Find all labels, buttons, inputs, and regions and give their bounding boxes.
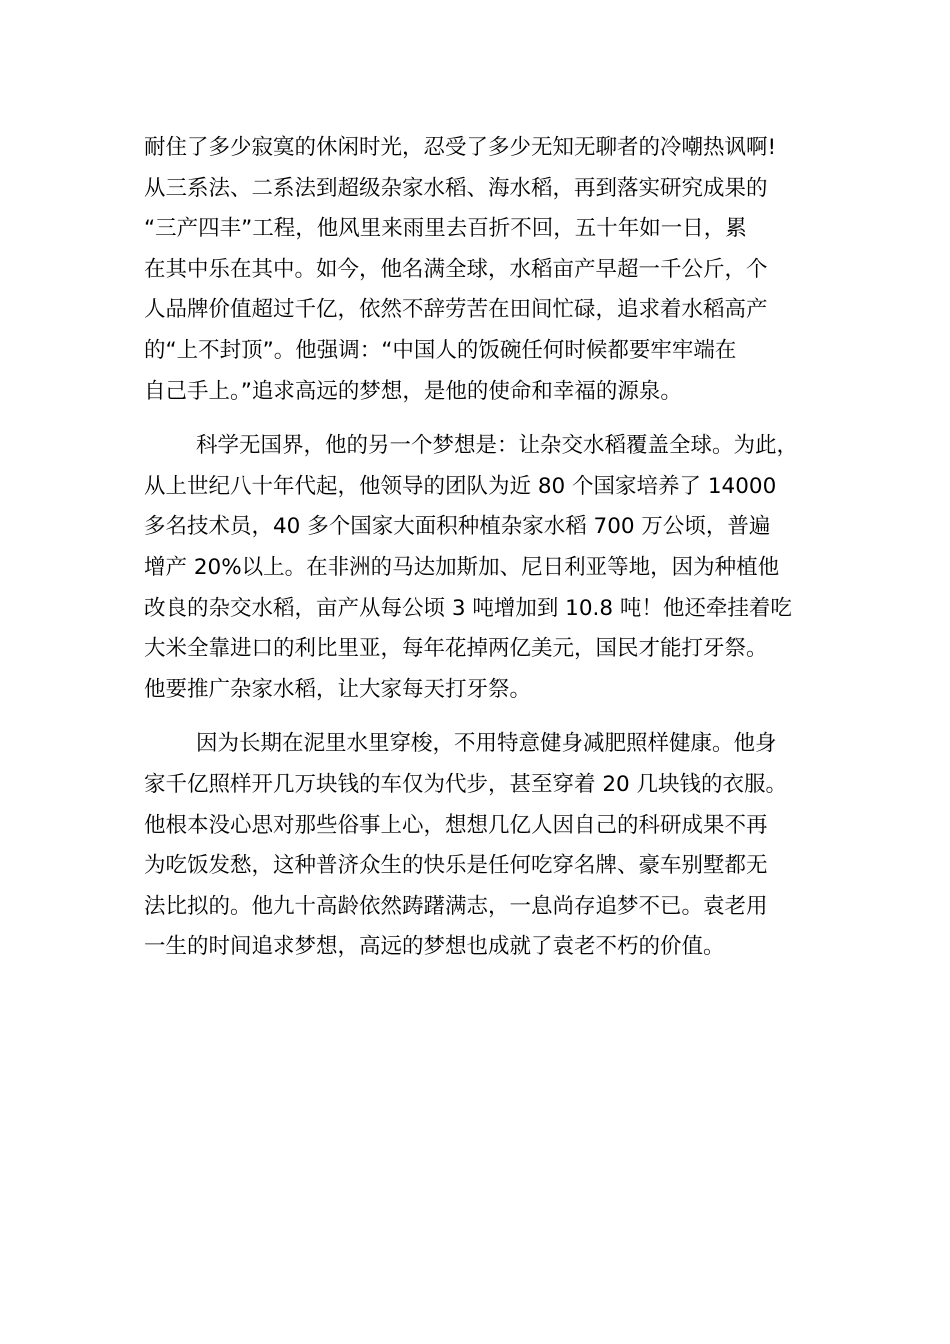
paragraph-2-line-5: 改良的杂交水稻，亩产从每公顷 3 吨增加到 10.8 吨！他还牵挂着吃 bbox=[144, 595, 792, 621]
paragraph-1-line-7: 自己手上。”追求高远的梦想，是他的使命和幸福的源泉。 bbox=[144, 378, 682, 404]
paragraph-1-line-2: 从三系法、二系法到超级杂家水稻、海水稻，再到落实研究成果的 bbox=[144, 175, 768, 201]
document-body bbox=[144, 128, 814, 968]
paragraph-1-line-6: 的“上不封顶”。他强调：“中国人的饭碗任何时候都要牢牢端在 bbox=[144, 337, 737, 363]
paragraph-1-line-5: 人品牌价值超过千亿，依然不辞劳苦在田间忙碌，追求着水稻高产 bbox=[144, 297, 768, 323]
paragraph-3-line-3: 他根本没心思对那些俗事上心，想想几亿人因自己的科研成果不再 bbox=[144, 812, 768, 838]
paragraph-3-line-1: 因为长期在泥里水里穿梭，不用特意健身减肥照样健康。他身 bbox=[196, 731, 777, 757]
paragraph-2-line-2: 从上世纪八十年代起，他领导的团队为近 80 个国家培养了 14000 bbox=[144, 473, 777, 499]
paragraph-1-line-1: 耐住了多少寂寞的休闲时光，忍受了多少无知无聊者的冷嘲热讽啊! bbox=[144, 135, 777, 160]
paragraph-spacer bbox=[144, 710, 814, 724]
paragraph-1-line-4: 在其中乐在其中。如今，他名满全球，水稻亩产早超一千公斤，个 bbox=[144, 256, 768, 282]
paragraph-2-line-4: 增产 20%以上。在非洲的马达加斯加、尼日利亚等地，因为种植他 bbox=[144, 554, 780, 580]
paragraph-3-line-5: 法比拟的。他九十高龄依然踌躇满志，一息尚存追梦不已。袁老用 bbox=[144, 893, 768, 919]
paragraph-2-line-6: 大米全靠进口的利比里亚，每年花掉两亿美元，国民才能打牙祭。 bbox=[144, 636, 768, 662]
paragraph-2-line-7: 他要推广杂家水稻，让大家每天打牙祭。 bbox=[144, 676, 532, 702]
paragraph-2-line-3: 多名技术员，40 多个国家大面积种植杂家水稻 700 万公顷，普遍 bbox=[144, 514, 771, 540]
paragraph-spacer bbox=[144, 412, 814, 426]
paragraph-3-line-6: 一生的时间追求梦想，高远的梦想也成就了袁老不朽的价值。 bbox=[144, 934, 725, 960]
paragraph-2-line-1: 科学无国界，他的另一个梦想是：让杂交水稻覆盖全球。为此， bbox=[196, 433, 799, 459]
paragraph-1-line-3: “三产四丰”工程，他风里来雨里去百折不回，五十年如一日，累 bbox=[144, 216, 747, 242]
paragraph-3-line-4: 为吃饭发愁，这种普济众生的快乐是任何吃穿名牌、豪车别墅都无 bbox=[144, 853, 768, 879]
paragraph-3-line-2: 家千亿照样开几万块钱的车仅为代步，甚至穿着 20 几块钱的衣服。 bbox=[144, 771, 788, 797]
